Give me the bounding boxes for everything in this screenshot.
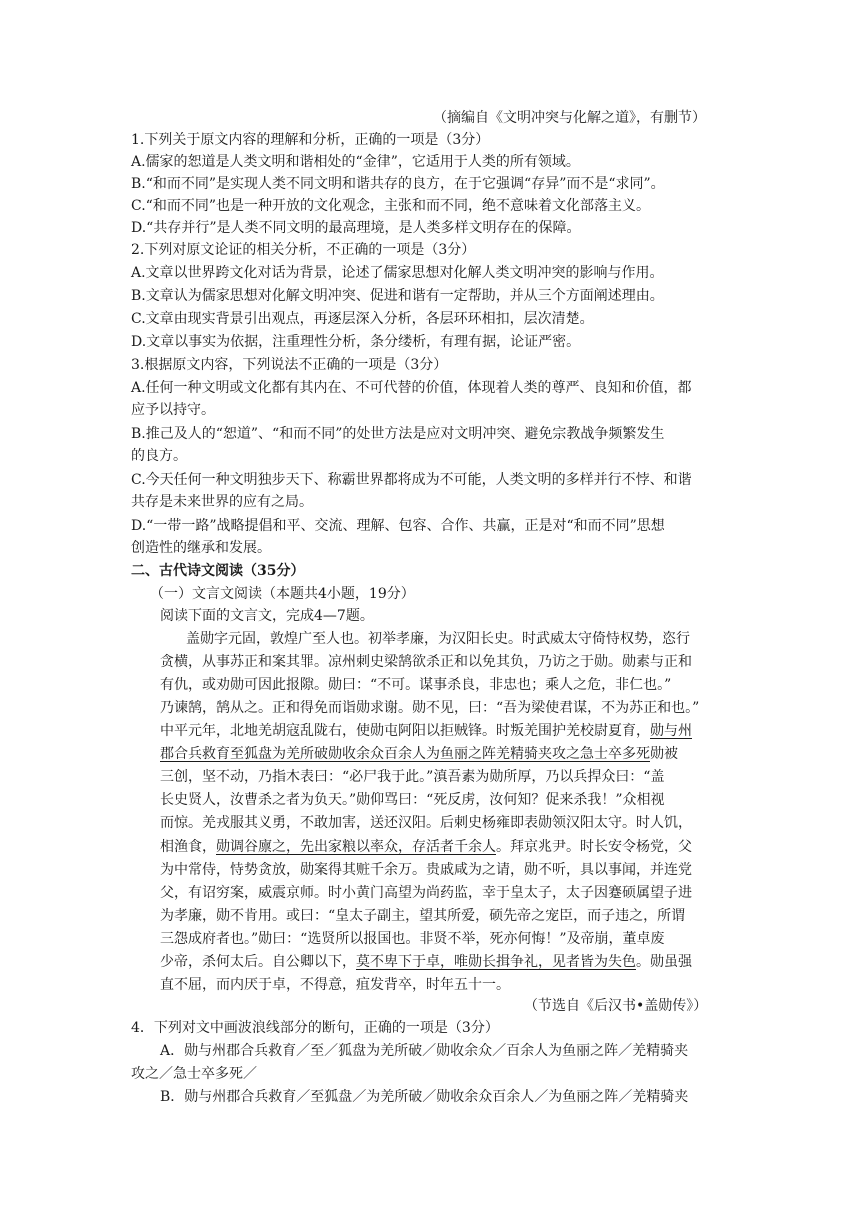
passage-line: 直不屈，而内厌于卓，不得意，疽发背卒，时年五十一。 (160, 977, 510, 993)
question-1-option-c: C.“和而不同”也是一种开放的文化观念，主张和而不同，绝不意味着文化部落主义。 (131, 198, 650, 214)
question-4-option-a: A．勋与州郡合兵救育／至／狐盘为羌所破／勋收余众／百余人为鱼丽之阵／羌精骑夹 (160, 1043, 689, 1059)
question-4-stem: 4．下列对文中画波浪线部分的断句，正确的一项是（3分） (131, 1020, 499, 1036)
passage-line (160, 721, 692, 741)
question-3-option-b: B.推己及人的“恕道”、“和而不同”的处世方法是应对文明冲突、避免宗教战争频繁发生 (131, 426, 665, 442)
passage-line (160, 837, 692, 857)
question-3-option-a-cont: 应予以持守。 (131, 402, 215, 418)
passage-text: 少帝，杀何太后。自公卿以下， (160, 954, 356, 970)
passage-line: 三怨成府者也。”勋曰：“选贤所以报国也。非贤不举，死亦何悔！”及帝崩，董卓废 (160, 931, 665, 947)
question-1-stem: 1.下列关于原文内容的理解和分析，正确的一项是（3分） (131, 132, 490, 148)
question-3-option-a: A.任何一种文明或文化都有其内在、不可代替的价值，体现着人类的尊严、良知和价值，都 (131, 380, 692, 396)
passage-line: 乃谏鹄，鹄从之。正和得免而诣勋求谢。勋不见，曰：“吾为梁使君谋，不为苏正和也。” (160, 700, 700, 716)
question-4-option-a-cont: 攻之／急士卒多死／ (131, 1066, 257, 1082)
passage-line: 有仇，或劝勋可因此报隙。勋曰：“不可。谋事杀良，非忠也；乘人之危，非仁也。” (160, 677, 672, 693)
subsection-heading: （一）文言文阅读（本题共4小题，19分） (150, 586, 415, 602)
question-1-option-b: B.“和而不同”是实现人类不同文明和谐共存的良方，在于它强调“存异”而不是“求同”。 (131, 176, 665, 192)
question-3-option-d: D.“一带一路”战略提倡和平、交流、理解、包容、合作、共赢，正是对“和而不同”思想 (131, 518, 665, 534)
wavy-underlined-text: 勋与州 (650, 723, 692, 739)
question-3-option-c: C.今天任何一种文明独步天下、称霸世界都将成为不可能，人类文明的多样并行不悖、和谐 (131, 472, 692, 488)
question-3-option-c-cont: 共存是未来世界的应有之局。 (131, 494, 313, 510)
passage-line: 而惊。羌戎服其义勇，不敢加害，送还汉阳。后刺史杨雍即表勋领汉阳太守。时人饥， (160, 815, 692, 831)
question-2-option-b: B.文章认为儒家思想对化解文明冲突、促进和谐有一定帮助，并从三个方面阐述理由。 (131, 288, 664, 304)
question-2-option-d: D.文章以事实为依据，注重理性分析，条分缕析，有理有据，论证严密。 (131, 334, 581, 350)
question-2-option-a: A.文章以世界跨文化对话为背景，论述了儒家思想对化解人类文明冲突的影响与作用。 (131, 265, 664, 281)
passage-line: 长史贤人，汝曹杀之者为负天。”勋仰骂曰：“死反虏，汝何知？促来杀我！”众相视 (160, 792, 665, 808)
passage-line: 为孝廉，勋不肯用。或曰：“皇太子副主，望其所爱，硕先帝之宠臣，而子违之，所谓 (160, 908, 686, 924)
underlined-translation-sentence: 莫不卑下于卓，唯勋长揖争礼，见者皆为失色 (356, 954, 636, 970)
passage-text: 。拜京兆尹。时长安令杨党，父 (496, 839, 692, 855)
passage-text: 相渔食， (160, 839, 216, 855)
underlined-translation-sentence: 勋调谷廪之，先出家粮以率众，存活者千余人 (216, 839, 496, 855)
question-2-stem: 2.下列对原文论证的相关分析，不正确的一项是（3分） (131, 242, 476, 258)
passage-text: 中平元年，北地羌胡寇乱陇右，使勋屯阿阳以拒贼锋。时叛羌围护羌校尉夏育， (160, 723, 650, 739)
wavy-underlined-text: 郡合兵救育至狐盘为羌所破勋收余众百余人为鱼丽之阵羌精骑夹攻之急士卒多死 (160, 746, 650, 762)
question-3-option-b-cont: 的良方。 (131, 448, 187, 464)
passage-line (160, 744, 678, 764)
passage-line: 父，有诏穷案，威震京师。时小黄门高望为尚药监，幸于皇太子，太子因蹇硕属望子进 (160, 885, 692, 901)
question-1-option-d: D.“共存并行”是人类不同文明的最高理境，是人类多样文明存在的保障。 (131, 220, 581, 236)
question-4-option-b: B．勋与州郡合兵救育／至狐盘／为羌所破／勋收余众百余人／为鱼丽之阵／羌精骑夹 (160, 1089, 689, 1105)
question-3-stem: 3.根据原文内容，下列说法不正确的一项是（3分） (131, 357, 448, 373)
question-1-option-a: A.儒家的恕道是人类文明和谐相处的“金律”，它适用于人类的所有领域。 (131, 154, 580, 170)
passage-line: 盖勋字元固，敦煌广至人也。初举孝廉，为汉阳长史。时武威太守倚恃权势，恣行 (186, 631, 690, 647)
passage-line: 贪横，从事苏正和案其罪。凉州刺史梁鹄欲杀正和以免其负，乃访之于勋。勋素与正和 (160, 654, 692, 670)
passage-line: 为中常侍，恃势贪放，勋案得其赃千余万。贵戚咸为之请，勋不听，具以事闻，并连党 (160, 862, 692, 878)
passage-text: 勋被 (650, 746, 678, 762)
passage-text: 。勋虽强 (636, 954, 692, 970)
passage-line (160, 952, 692, 972)
source-citation-top: （摘编自《文明冲突与化解之道》，有删节） (433, 110, 706, 126)
question-2-option-c: C.文章由现实背景引出观点，再逐层深入分析，各层环环相扣，层次清楚。 (131, 311, 594, 327)
source-citation-bottom: （节选自《后汉书•盖勋传》） (524, 998, 708, 1014)
question-3-option-d-cont: 创造性的继承和发展。 (131, 540, 271, 556)
passage-line: 三创，坚不动，乃指木表曰：“必尸我于此。”滇吾素为勋所厚，乃以兵捍众曰：“盖 (160, 769, 665, 785)
reading-instruction: 阅读下面的文言文，完成4—7题。 (160, 608, 374, 624)
section-heading: 二、古代诗文阅读（35分） (131, 563, 305, 579)
